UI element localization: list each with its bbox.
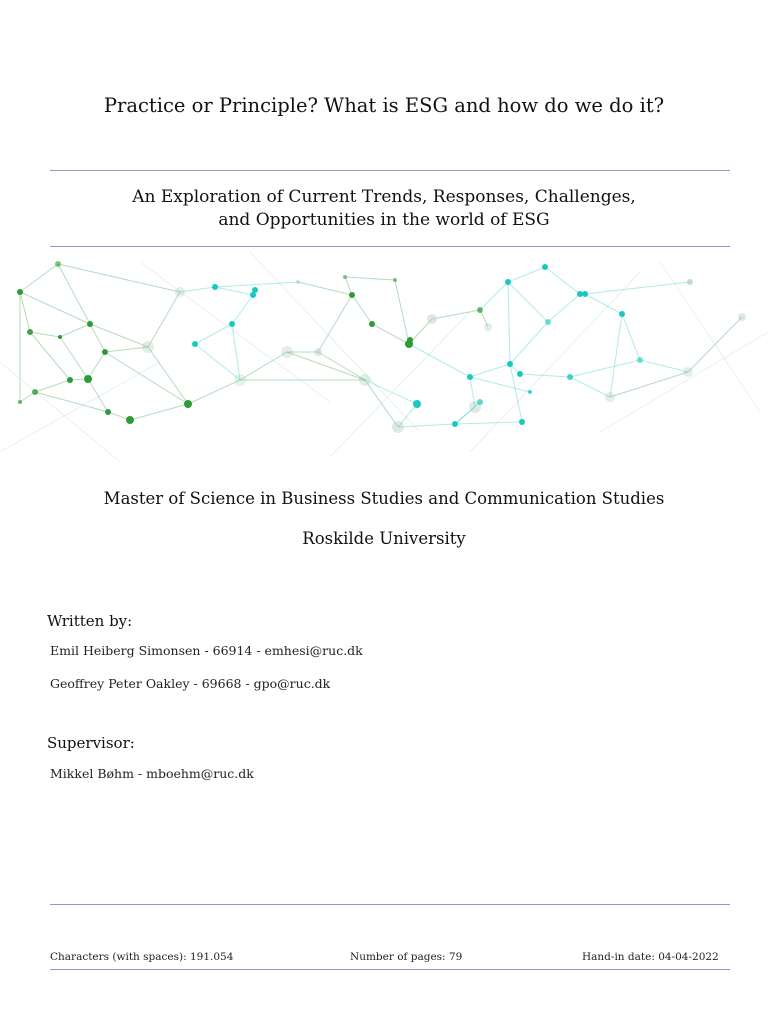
- network-node: [17, 289, 23, 295]
- program-name: Master of Science in Business Studies and Communication Studies: [103, 489, 665, 508]
- network-edge: [90, 324, 105, 352]
- network-edge: [570, 360, 640, 377]
- network-edge: [610, 372, 688, 397]
- network-edge: [470, 377, 530, 392]
- author-1: Emil Heiberg Simonsen - 66914 - emhesi@ruc.dk: [50, 643, 363, 658]
- network-edge: [58, 264, 90, 324]
- network-edge: [60, 324, 90, 337]
- network-node: [105, 409, 111, 415]
- network-node: [517, 371, 523, 377]
- network-node: [392, 421, 404, 433]
- document-subtitle: [0, 186, 768, 232]
- network-node: [229, 321, 235, 327]
- network-node: [427, 314, 437, 324]
- network-node: [484, 323, 492, 331]
- network-edge: [298, 282, 352, 295]
- network-node: [477, 307, 483, 313]
- network-node: [55, 261, 61, 267]
- network-node: [567, 374, 573, 380]
- network-node: [369, 321, 375, 327]
- network-node: [184, 400, 192, 408]
- subtitle-line-2: and Opportunities in the world of ESG: [218, 210, 550, 230]
- network-node: [637, 357, 643, 363]
- subtitle-line-1: An Exploration of Current Trends, Responses, Challenges,: [132, 187, 636, 207]
- network-node: [582, 291, 588, 297]
- network-strand: [0, 362, 160, 452]
- network-strand: [660, 262, 760, 412]
- network-node: [605, 392, 615, 402]
- network-edge: [520, 374, 570, 377]
- network-edge: [195, 324, 232, 344]
- network-edge: [30, 332, 60, 337]
- network-edge: [188, 380, 240, 404]
- network-node: [27, 329, 33, 335]
- network-node: [407, 337, 413, 343]
- network-edge: [105, 352, 188, 404]
- network-edge: [570, 377, 610, 397]
- network-edge: [508, 267, 545, 282]
- network-node: [84, 375, 92, 383]
- network-edge: [318, 295, 352, 352]
- network-node: [505, 279, 511, 285]
- footer-bottom-divider: [50, 969, 730, 970]
- network-edge: [470, 364, 510, 377]
- network-edge: [88, 352, 105, 379]
- network-edge: [610, 314, 622, 397]
- footer-top-divider: [50, 904, 730, 905]
- network-node: [281, 346, 293, 358]
- top-divider: [50, 170, 730, 171]
- network-edge: [398, 424, 455, 427]
- network-node: [349, 292, 355, 298]
- network-edge: [352, 295, 372, 324]
- network-node: [393, 278, 397, 282]
- network-node: [126, 416, 134, 424]
- network-edge: [215, 287, 253, 295]
- network-node: [467, 374, 473, 380]
- network-edge: [130, 404, 188, 420]
- network-edge: [90, 324, 148, 347]
- network-strand: [600, 332, 768, 432]
- network-node: [477, 399, 483, 405]
- network-edge: [215, 282, 298, 287]
- network-edge: [365, 380, 417, 404]
- document-title: Practice or Principle? What is ESG and how do we do it?: [103, 94, 665, 117]
- network-node: [18, 400, 22, 404]
- network-node: [413, 400, 421, 408]
- university-name: Roskilde University: [302, 529, 466, 548]
- written-by-label: Written by:: [47, 612, 133, 630]
- network-node: [343, 275, 347, 279]
- network-edge: [20, 292, 30, 332]
- network-edge: [510, 322, 548, 364]
- network-edge: [409, 344, 470, 377]
- network-edge: [180, 287, 215, 292]
- network-strand: [0, 362, 120, 462]
- network-strand: [330, 312, 470, 457]
- network-node: [32, 389, 38, 395]
- network-edge: [148, 292, 180, 347]
- network-edge: [148, 347, 188, 404]
- hand-in-date: Hand-in date: 04-04-2022: [582, 951, 719, 963]
- network-node: [687, 279, 693, 285]
- network-edge: [105, 347, 148, 352]
- network-edge: [30, 332, 70, 380]
- supervisor-1: Mikkel Bøhm - mboehm@ruc.dk: [50, 766, 254, 781]
- network-node: [296, 280, 300, 284]
- network-edge: [240, 352, 287, 380]
- network-edge: [372, 324, 409, 344]
- network-edge: [345, 277, 395, 280]
- network-node: [252, 287, 258, 293]
- network-edge: [195, 344, 240, 380]
- network-node: [314, 348, 322, 356]
- network-edge: [35, 392, 108, 412]
- network-node: [67, 377, 73, 383]
- network-node: [619, 311, 625, 317]
- network-node: [545, 319, 551, 325]
- network-edge: [455, 422, 522, 424]
- author-2: Geoffrey Peter Oakley - 69668 - gpo@ruc.dk: [50, 676, 331, 691]
- network-illustration: [0, 252, 768, 472]
- supervisor-label: Supervisor:: [47, 734, 135, 752]
- network-node: [452, 421, 458, 427]
- network-edge: [640, 360, 688, 372]
- network-edge: [548, 294, 580, 322]
- network-node: [87, 321, 93, 327]
- network-edge: [622, 314, 640, 360]
- network-edge: [232, 295, 253, 324]
- network-node: [738, 313, 746, 321]
- network-node: [683, 367, 693, 377]
- network-node: [212, 284, 218, 290]
- network-edge: [508, 282, 510, 364]
- character-count: Characters (with spaces): 191.054: [50, 951, 234, 963]
- network-edge: [20, 292, 90, 324]
- network-edge: [480, 282, 508, 310]
- network-node: [175, 287, 185, 297]
- network-node: [542, 264, 548, 270]
- network-node: [519, 419, 525, 425]
- network-node: [102, 349, 108, 355]
- network-node: [142, 341, 154, 353]
- network-edge: [545, 267, 580, 294]
- network-node: [234, 374, 246, 386]
- network-edge: [395, 280, 409, 344]
- network-edge: [20, 264, 58, 292]
- network-node: [528, 390, 532, 394]
- network-strand: [470, 272, 640, 452]
- page-count: Number of pages: 79: [350, 951, 463, 963]
- network-node: [58, 335, 62, 339]
- network-edge: [508, 282, 548, 322]
- network-node: [507, 361, 513, 367]
- network-edge: [432, 310, 480, 319]
- network-edge: [35, 380, 70, 392]
- network-node: [359, 374, 371, 386]
- subtitle-divider: [50, 246, 730, 247]
- network-node: [192, 341, 198, 347]
